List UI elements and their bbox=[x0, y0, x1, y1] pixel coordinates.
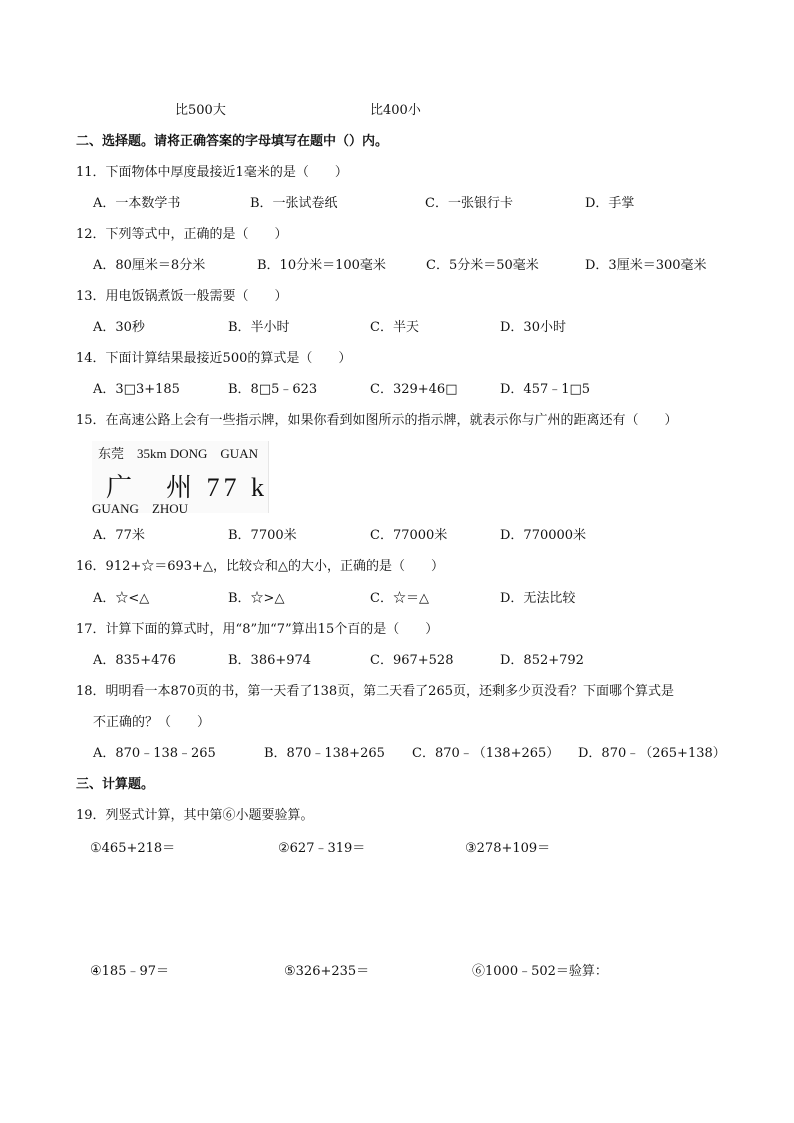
label-less-than-400: 比400小 bbox=[370, 103, 421, 118]
q12-option-b: B．10分米＝100毫米 bbox=[257, 258, 386, 273]
question-12-stem: 12．下列等式中，正确的是（ ） bbox=[76, 227, 288, 242]
section-3-heading: 三、计算题。 bbox=[76, 777, 155, 792]
calc-item-4: ④185﹣97＝ bbox=[90, 964, 170, 979]
calc-item-3: ③278+109＝ bbox=[465, 841, 551, 856]
calc-item-6: ⑥1000﹣502＝验算： bbox=[472, 964, 608, 979]
q14-option-c: C．329+46□ bbox=[370, 382, 458, 397]
q15-option-a: A．77米 bbox=[93, 528, 145, 543]
highway-sign-image bbox=[92, 441, 269, 516]
sign-dongguan-line: 东莞 35km DONG GUAN bbox=[98, 446, 258, 461]
q12-option-a: A．80厘米＝8分米 bbox=[93, 258, 206, 273]
q17-option-b: B．386+974 bbox=[228, 653, 312, 668]
q15-option-d: D．770000米 bbox=[500, 528, 587, 543]
q14-option-a: A．3□3+185 bbox=[93, 382, 180, 397]
q12-option-d: D．3厘米＝300毫米 bbox=[585, 258, 707, 273]
q18-option-c: C．870﹣（138+265） bbox=[412, 746, 560, 761]
question-11-stem: 11．下面物体中厚度最接近1毫米的是（ ） bbox=[76, 165, 348, 180]
question-17-stem: 17．计算下面的算式时，用“8”加“7”算出15个百的是（ ） bbox=[76, 622, 439, 637]
q17-option-c: C．967+528 bbox=[370, 653, 454, 668]
q16-option-d: D．无法比较 bbox=[500, 591, 576, 606]
label-greater-than-500: 比500大 bbox=[175, 103, 226, 118]
q15-option-b: B．7700米 bbox=[228, 528, 297, 543]
sign-guangzhou-pinyin: GUANG ZHOU bbox=[92, 501, 189, 516]
question-19-stem: 19．列竖式计算，其中第⑥小题要验算。 bbox=[76, 808, 314, 823]
calc-item-2: ②627﹣319＝ bbox=[278, 841, 366, 856]
q18-option-a: A．870﹣138﹣265 bbox=[93, 746, 216, 761]
question-15-stem: 15．在高速公路上会有一些指示牌，如果你看到如图所示的指示牌，就表示你与广州的距离还有（ ） bbox=[76, 413, 678, 428]
q11-option-c: C．一张银行卡 bbox=[425, 196, 513, 211]
q11-option-d: D．手掌 bbox=[585, 196, 635, 211]
q13-option-d: D．30小时 bbox=[500, 320, 566, 335]
q18-option-b: B．870﹣138+265 bbox=[264, 746, 385, 761]
q16-option-c: C．☆＝△ bbox=[370, 591, 429, 606]
section-2-heading: 二、选择题。请将正确答案的字母填写在题中（）内。 bbox=[76, 134, 389, 149]
q17-option-a: A．835+476 bbox=[93, 653, 176, 668]
calc-item-1: ①465+218＝ bbox=[90, 841, 176, 856]
q15-option-c: C．77000米 bbox=[370, 528, 448, 543]
question-14-stem: 14．下面计算结果最接近500的算式是（ ） bbox=[76, 351, 352, 366]
q16-option-a: A．☆<△ bbox=[93, 591, 150, 606]
q13-option-a: A．30秒 bbox=[93, 320, 145, 335]
q11-option-b: B．一张试卷纸 bbox=[250, 196, 338, 211]
q12-option-c: C．5分米＝50毫米 bbox=[426, 258, 539, 273]
q13-option-c: C．半天 bbox=[370, 320, 419, 335]
question-16-stem: 16．912+☆＝693+△，比较☆和△的大小，正确的是（ ） bbox=[76, 559, 444, 574]
q13-option-b: B．半小时 bbox=[228, 320, 290, 335]
q16-option-b: B．☆>△ bbox=[228, 591, 285, 606]
q18-option-d: D．870﹣（265+138） bbox=[578, 746, 726, 761]
question-13-stem: 13．用电饭锅煮饭一般需要（ ） bbox=[76, 289, 288, 304]
calc-item-5: ⑤326+235＝ bbox=[284, 964, 370, 979]
q14-option-b: B．8□5﹣623 bbox=[228, 382, 318, 397]
sign-guangzhou-line: 广 州 77 k bbox=[106, 473, 269, 502]
q14-option-d: D．457﹣1□5 bbox=[500, 382, 591, 397]
q11-option-a: A．一本数学书 bbox=[93, 196, 181, 211]
question-18-stem: 18．明明看一本870页的书，第一天看了138页，第二天看了265页，还剩多少页没看？下面哪个算式是 bbox=[76, 684, 674, 699]
q17-option-d: D．852+792 bbox=[500, 653, 584, 668]
question-18-stem-continued: 不正确的？（ ） bbox=[93, 715, 211, 730]
